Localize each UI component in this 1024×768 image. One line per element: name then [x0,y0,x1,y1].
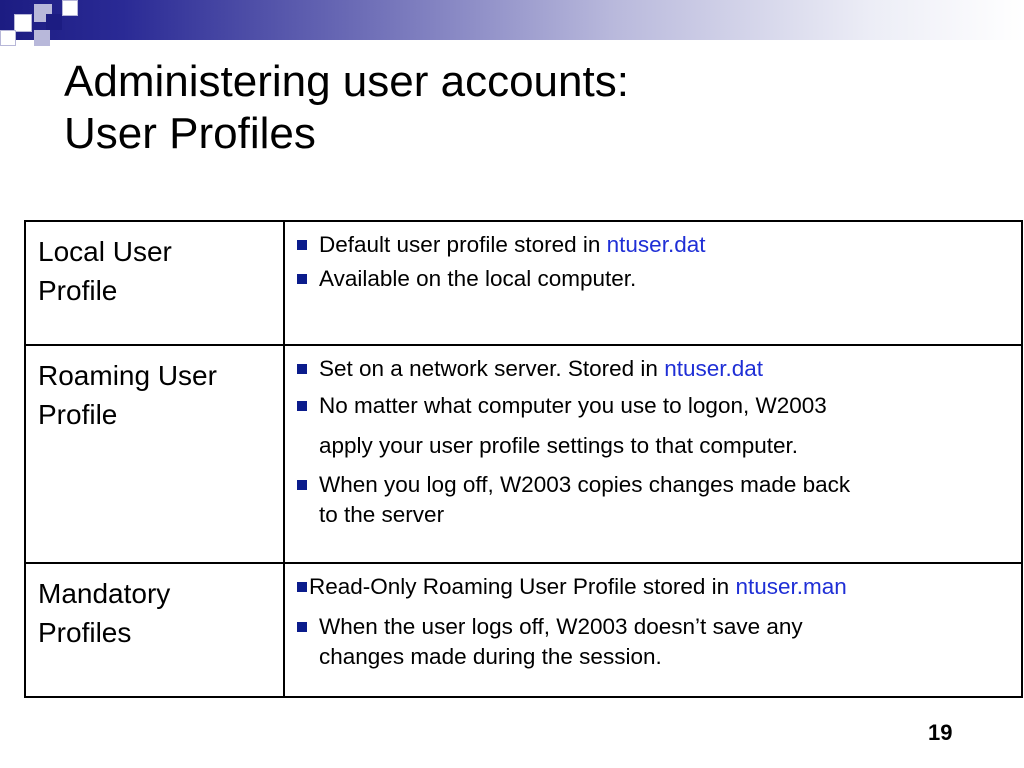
decor-square [62,0,78,16]
bullet-text: Available on the local computer. [319,266,637,291]
row-content [284,563,1022,697]
square-bullet-icon [297,401,307,411]
square-bullet-icon [297,274,307,284]
row-header [25,563,284,697]
bullet-text: Read-Only Roaming User Profile stored in [309,574,736,599]
row-header [25,345,284,563]
decor-square [14,14,32,32]
file-name-highlight: ntuser.dat [606,232,706,257]
table-row [25,345,1022,563]
bullet-continuation: apply your user profile settings to that computer. [319,433,799,458]
bullet-continuation: to the server [319,502,445,527]
row-header-line: Local User [38,236,172,267]
square-bullet-icon [297,582,307,592]
square-bullet-icon [297,622,307,632]
row-header-line: Roaming User [38,360,217,391]
row-content [284,221,1022,345]
profiles-table [24,220,1023,698]
bullet-text: When the user logs off, W2003 doesn’t save any [319,614,803,639]
bullet-item [295,386,1011,426]
file-name-highlight: ntuser.man [735,574,847,599]
row-header-line: Profile [38,275,118,306]
title-line-1: Administering user accounts: [64,57,629,106]
decor-square [34,30,50,46]
bullet-item [295,470,1011,500]
row-header [25,221,284,345]
bullet-text: Default user profile stored in [319,232,607,257]
table-row [25,563,1022,697]
bullet-text: When you log off, W2003 copies changes made back [319,472,851,497]
bullet-item [295,228,1011,262]
row-header-line: Profiles [38,617,132,648]
bullet-text: No matter what computer you use to logon, W2003 [319,393,827,418]
decor-square [46,14,62,30]
table-row [25,221,1022,345]
square-bullet-icon [297,364,307,374]
bullet-continuation: changes made during the session. [319,644,662,669]
square-bullet-icon [297,480,307,490]
file-name-highlight: ntuser.dat [664,356,764,381]
title-line-2: User Profiles [64,109,316,158]
decor-square [0,30,16,46]
bullet-item [295,612,1011,642]
bullet-item [295,352,1011,386]
row-content [284,345,1022,563]
bullet-text: Set on a network server. Stored in [319,356,665,381]
page-number: 19 [928,720,953,745]
bullet-item [295,262,1011,296]
slide-title [64,56,964,160]
row-header-line: Mandatory [38,578,171,609]
header-band [0,0,1024,40]
row-header-line: Profile [38,399,118,430]
bullet-item [295,570,1011,604]
square-bullet-icon [297,240,307,250]
